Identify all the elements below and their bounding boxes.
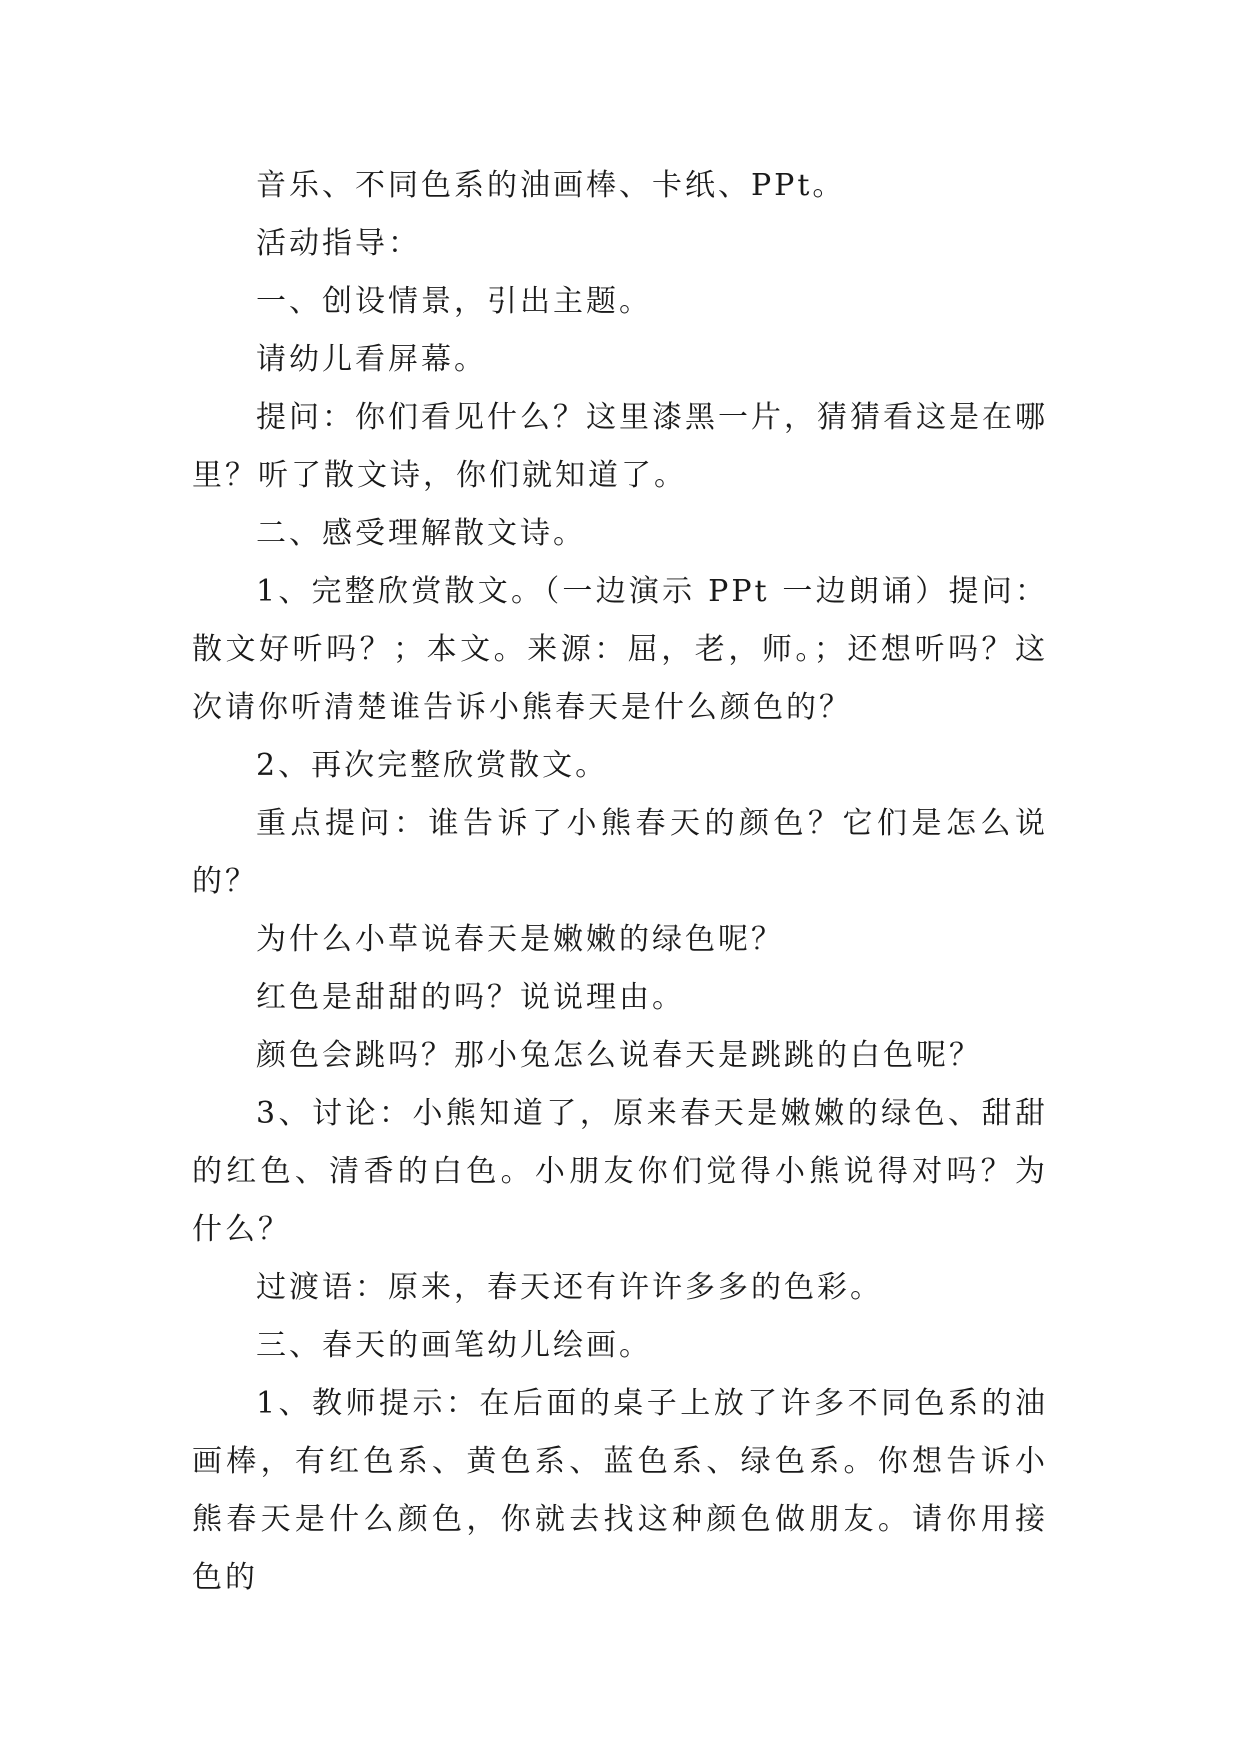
section-heading-1: 一、创设情景，引出主题。 [256,284,652,319]
paragraph: 为什么小草说春天是嫩嫩的绿色呢？ [256,922,784,957]
paragraph: 颜色会跳吗？那小兔怎么说春天是跳跳的白色呢？ [256,1038,982,1073]
paragraph: 过渡语：原来，春天还有许许多多的色彩。 [256,1270,883,1305]
paragraph: 红色是甜甜的吗？说说理由。 [256,980,685,1015]
paragraph: 重点提问：谁告诉了小熊春天的颜色？它们是怎么说的？ [192,806,1048,899]
section-heading-2: 二、感受理解散文诗。 [256,516,586,551]
document-page [192,157,1048,1607]
paragraph: 2、再次完整欣赏散文。 [256,748,609,783]
paragraph: 1、完整欣赏散文。（一边演示 PPt 一边朗诵）提问：散文好听吗？；本文。来源：屈，老，师。；还想听吗？这次请你听清楚谁告诉小熊春天是什么颜色的？ [192,574,1048,725]
paragraph: 请幼儿看屏幕。 [256,342,487,377]
paragraph-materials: 音乐、不同色系的油画棒、卡纸、PPt。 [256,168,846,203]
heading-activity-guide: 活动指导： [256,226,421,261]
paragraph: 提问：你们看见什么？这里漆黑一片，猜猜看这是在哪里？听了散文诗，你们就知道了。 [192,400,1048,493]
paragraph: 3、讨论：小熊知道了，原来春天是嫩嫩的绿色、甜甜的红色、清香的白色。小朋友你们觉得小熊说得对吗？为什么？ [192,1096,1048,1247]
paragraph: 1、教师提示：在后面的桌子上放了许多不同色系的油画棒，有红色系、黄色系、蓝色系、绿色系。你想告诉小熊春天是什么颜色，你就去找这种颜色做朋友。请你用接色的 [192,1386,1048,1595]
section-heading-3: 三、春天的画笔幼儿绘画。 [256,1328,652,1363]
